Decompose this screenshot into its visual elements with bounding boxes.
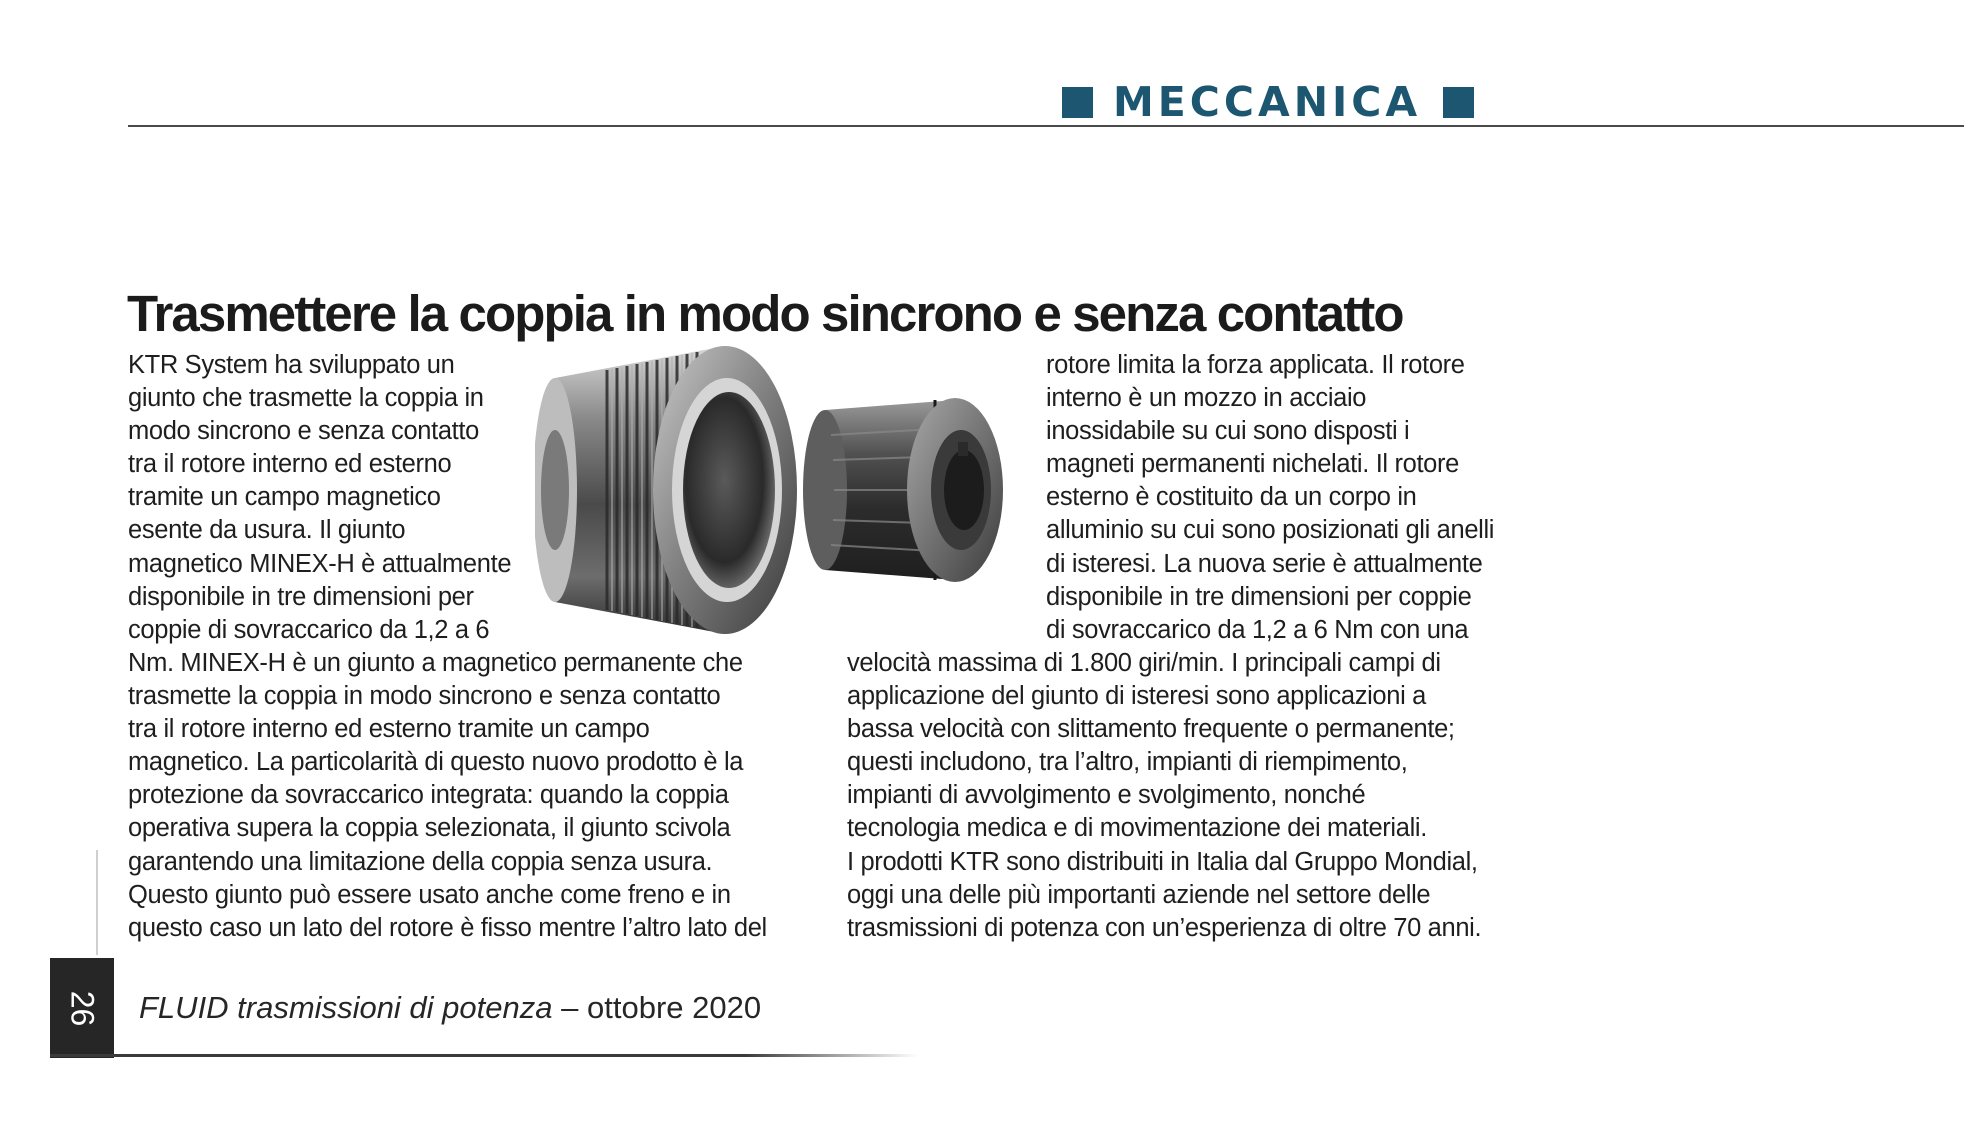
text-line: esterno è costituito da un corpo in — [1046, 483, 1417, 512]
text-line: trasmette la coppia in modo sincrono e senza contatto — [128, 682, 721, 711]
right-column-top — [1046, 349, 1494, 647]
text-line: tra il rotore interno ed esterno — [128, 450, 452, 479]
text-line: Questo giunto può essere usato anche come freno e in — [128, 880, 731, 909]
text-line: garantendo una limitazione della coppia senza usura. — [128, 847, 713, 876]
article-headline: Trasmettere la coppia in modo sincrono e senza contatto — [127, 285, 1403, 342]
text-line: esente da usura. Il giunto — [128, 516, 406, 545]
coupling-product-photo — [535, 340, 1020, 640]
left-column-top — [128, 349, 511, 647]
text-line: magnetico. La particolarità di questo nuovo prodotto è la — [128, 748, 744, 777]
text-line: inossidabile su cui sono disposti i — [1046, 417, 1410, 446]
text-line: modo sincrono e senza contatto — [128, 417, 479, 446]
text-line: rotore limita la forza applicata. Il rotore — [1046, 351, 1465, 379]
section-header — [1062, 74, 1474, 130]
footer-credit — [139, 990, 761, 1026]
right-column-bottom — [847, 647, 1481, 945]
text-line: tramite un campo magnetico — [128, 483, 441, 512]
text-line: tecnologia medica e di movimentazione dei materiali. — [847, 814, 1427, 843]
outer-rotor-image — [535, 346, 797, 634]
text-line: questi includono, tra l’altro, impianti di riempimento, — [847, 748, 1408, 777]
section-marker-right — [1443, 87, 1474, 118]
text-line: KTR System ha sviluppato un — [128, 351, 455, 379]
footer-dash: – — [561, 990, 579, 1025]
text-line: magneti permanenti nichelati. Il rotore — [1046, 450, 1459, 479]
footer-vertical-rule — [96, 850, 98, 955]
text-line: applicazione del giunto di isteresi sono applicazioni a — [847, 682, 1426, 711]
section-marker-left — [1062, 87, 1093, 118]
text-line: protezione da sovraccarico integrata: quando la coppia — [128, 781, 729, 810]
text-line: impianti di avvolgimento e svolgimento, nonché — [847, 781, 1366, 810]
text-line: trasmissioni di potenza con un’esperienza di oltre 70 anni. — [847, 913, 1482, 942]
text-line: bassa velocità con slittamento frequente o permanente; — [847, 715, 1455, 744]
header-rule — [128, 125, 1964, 127]
text-line: I prodotti KTR sono distribuiti in Italia dal Gruppo Mondial, — [847, 847, 1478, 876]
inner-rotor-image — [803, 398, 1003, 582]
text-line: interno è un mozzo in acciaio — [1046, 384, 1367, 413]
text-line: coppie di sovraccarico da 1,2 a 6 — [128, 615, 490, 644]
text-line: questo caso un lato del rotore è fisso mentre l’altro lato del — [128, 913, 767, 942]
text-line: di sovraccarico da 1,2 a 6 Nm con una — [1046, 615, 1469, 644]
page-number-tab — [50, 958, 114, 1058]
text-line: disponibile in tre dimensioni per coppie — [1046, 582, 1472, 611]
left-column-bottom — [128, 647, 767, 945]
text-line: giunto che trasmette la coppia in — [128, 384, 484, 413]
magazine-title: FLUID trasmissioni di potenza — [139, 990, 553, 1025]
issue-date: ottobre 2020 — [587, 990, 762, 1025]
text-line: operativa supera la coppia selezionata, il giunto scivola — [128, 814, 731, 843]
page-number: 26 — [64, 990, 101, 1026]
text-line: alluminio su cui sono posizionati gli anelli — [1046, 516, 1495, 545]
text-line: tra il rotore interno ed esterno tramite un campo — [128, 715, 650, 744]
text-line: Nm. MINEX-H è un giunto a magnetico permanente che — [128, 649, 743, 677]
text-line: oggi una delle più importanti aziende nel settore delle — [847, 880, 1431, 909]
text-line: magnetico MINEX-H è attualmente — [128, 549, 512, 578]
section-label: MECCANICA — [1113, 77, 1422, 126]
text-line: disponibile in tre dimensioni per — [128, 582, 474, 611]
footer-rule — [50, 1054, 918, 1057]
text-line: velocità massima di 1.800 giri/min. I principali campi di — [847, 649, 1441, 677]
text-line: di isteresi. La nuova serie è attualmente — [1046, 549, 1483, 578]
